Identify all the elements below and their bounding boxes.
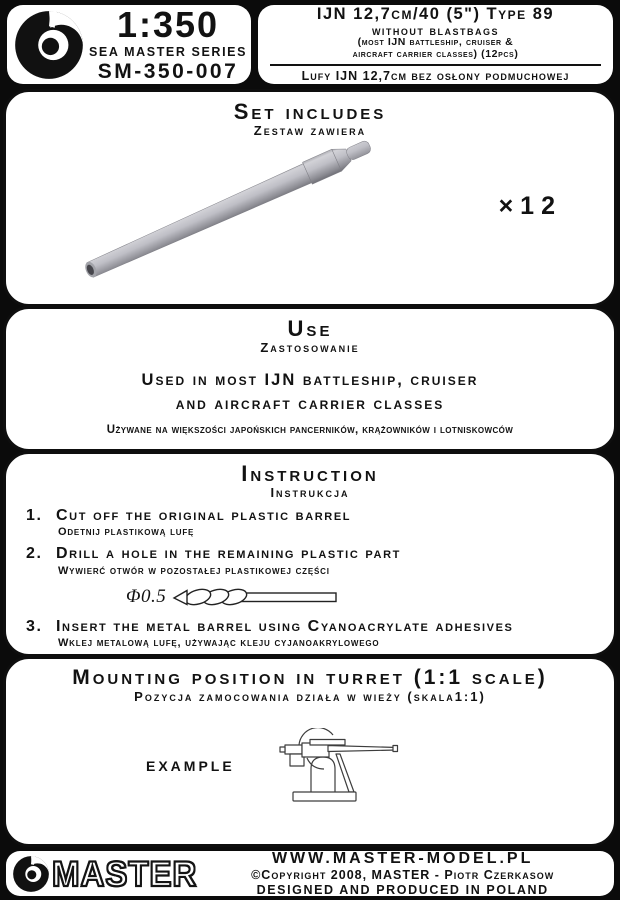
product-code: SM-350-007: [97, 59, 239, 83]
product-title-polish: Lufy IJN 12,7cm bez osłony podmuchowej: [301, 68, 570, 83]
section-set-includes: [3, 89, 617, 307]
instruction-heading: Instruction: [241, 461, 379, 486]
copyright-line: ©Copyright 2008, MASTER - Piotr Czerkasow: [251, 868, 555, 883]
drill-bit-icon: [172, 586, 342, 608]
brand-wordmark: MASTER: [52, 852, 198, 893]
brand-swirl-icon-small: [12, 855, 50, 893]
mounting-heading: Mounting position in turret (1:1 scale): [72, 666, 548, 689]
step-3-polish: Wklej metalową lufę, używając kleju cyjanoakrylowego: [58, 636, 380, 649]
step-3-text: Insert the metal barrel using Cyanoacrylate adhesives: [56, 617, 514, 635]
section-instruction: [3, 451, 617, 657]
step-2-number: 2.: [26, 545, 43, 563]
product-title: IJN 12,7cm/40 (5") Type 89: [316, 5, 555, 24]
header: [0, 0, 620, 89]
instruction-heading-polish: Instrukcja: [270, 485, 350, 501]
mounting-example-row: [6, 728, 614, 808]
mounting-heading-polish: Pozycja zamocowania działa w wieży (skala1:1): [134, 689, 486, 705]
step-1-polish: Odetnij plastikową lufę: [58, 526, 195, 539]
set-includes-heading: Set includes: [233, 99, 387, 124]
drill-diagram-row: [126, 584, 614, 610]
example-label: EXAMPLE: [146, 757, 235, 774]
use-body: [6, 368, 614, 418]
use-body-polish: Używane na większości japońskich pancerników, krążowników i lotniskowców: [106, 424, 514, 437]
section-use: [3, 306, 617, 452]
footer: [0, 847, 620, 900]
gun-barrel-render: [22, 124, 462, 294]
quantity-label: ×12: [498, 192, 562, 220]
series-label: SEA MASTER SERIES: [89, 45, 248, 60]
step-2-text: Drill a hole in the remaining plastic part: [56, 545, 401, 563]
produced-line: DESIGNED AND PRODUCED IN POLAND: [256, 882, 549, 897]
use-body-line2: and aircraft carrier classes: [175, 395, 445, 414]
brand-text-block: [89, 4, 248, 83]
scale-label: 1:350: [116, 4, 220, 46]
footer-text-block: [201, 850, 604, 897]
step-1: [26, 507, 614, 525]
website-url: WWW.MASTER-MODEL.PL: [271, 849, 534, 867]
header-title-box: [258, 5, 613, 84]
drill-diameter-label: Φ0.5: [126, 585, 167, 607]
instruction-steps: [26, 507, 614, 649]
step-1-text: Cut off the original plastic barrel: [56, 506, 352, 524]
product-note-line1: (most IJN battleship, cruiser &: [357, 36, 514, 49]
step-3: [26, 618, 614, 636]
step-1-number: 1.: [26, 506, 43, 524]
header-divider: [270, 64, 601, 66]
use-heading-polish: Zastosowanie: [260, 340, 360, 356]
use-body-line1: Used in most IJN battleship, cruiser: [141, 370, 479, 389]
step-2-polish: Wywierć otwór w pozostałej plastikowej części: [58, 564, 330, 577]
footer-box: [6, 851, 614, 896]
content-sections: [0, 89, 620, 847]
turret-mount-drawing: [273, 728, 405, 808]
set-includes-heading-polish: Zestaw zawiera: [253, 123, 367, 139]
product-subtitle: without blastbags: [371, 22, 500, 38]
step-3-number: 3.: [26, 617, 43, 635]
section-mounting-position: [3, 656, 617, 847]
header-brand-box: [7, 5, 251, 84]
use-heading: Use: [287, 316, 333, 341]
step-2: [26, 545, 614, 563]
brand-swirl-icon: [13, 9, 85, 81]
product-note-line2: aircraft carrier classes) (12pcs): [352, 47, 519, 60]
